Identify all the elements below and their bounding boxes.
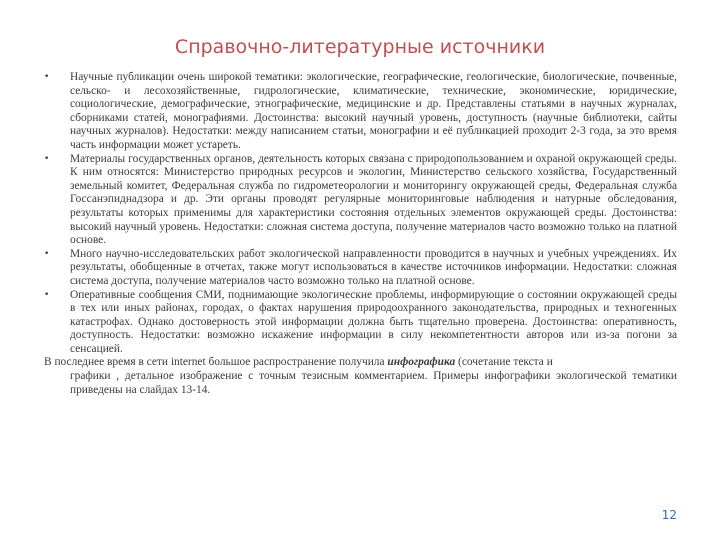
page-number: 12 bbox=[661, 508, 677, 522]
bullet-item-research-reports bbox=[44, 248, 677, 289]
infographics-term: инфографика bbox=[387, 356, 456, 369]
closing-lead: В последнее время в сети internet большое распространение получила bbox=[44, 356, 385, 369]
slide-title: Справочно-литературные источники bbox=[174, 36, 546, 58]
bullet-item-scientific-publications bbox=[44, 71, 677, 153]
bullet-icon: • bbox=[44, 248, 50, 259]
bullet-icon: • bbox=[44, 72, 50, 82]
bullet-text: Научные публикации очень широкой тематики: экологические, географические, геологические, биологические, почвенные, сельско- и лесохозяйственные, гидрологические, климатические, технические, экономические, юридические, социологические, демографические, этнографические, медицинские и др. Представлены статьями в научных журналах, сборниками статей, монографиями. Достоинства: высокий научный уровень, доступность (научные библиотеки, сайты научных журналов). Недостатки: между написанием статьи, монографии и её публикацией проходит 2-3 года, за это время часть информации может устареть. bbox=[70, 71, 677, 151]
bullet-item-media-reports bbox=[44, 289, 677, 357]
bullet-text: Много научно-исследовательских работ экологической направленности проводится в научных и учебных учреждениях. Их результаты, обобщенные в отчетах, также могут использоваться в качестве источников информации. Недостатки: сложная система доступа, получение материалов часто возможно только на платной основе. bbox=[70, 247, 677, 287]
slide-body bbox=[44, 71, 677, 397]
closing-paragraph bbox=[44, 356, 677, 397]
bullet-icon: • bbox=[44, 153, 50, 164]
closing-after-term: (сочетание текста и bbox=[458, 356, 553, 369]
bullet-text: Материалы государственных органов, деятельность которых связана с природопользованием и охраной окружающей среды. К ним относятся: Министерство природных ресурсов и экологии, Министерство сельского хозяйства, Государственный земельный комитет, Федеральная служба по гидрометеорологии и мониторингу окружающей среды, Федеральная служба Госсанэпиднадзора и др. Эти органы проводят регулярные мониторинговые наблюдения и натурные обследования, результаты которых применимы для характеристики состояния отдельных элементов окружающей среды. Достоинства: высокий научный уровень. Недостатки: сложная система доступа, получение материалов часто возможно только на платной основе. bbox=[70, 152, 677, 247]
closing-continuation: графики , детальное изображение с точным тезисным комментарием. Примеры инфографики экологической тематики приведены на слайдах 13-14. bbox=[70, 370, 677, 396]
bullet-text: Оперативные сообщения СМИ, поднимающие экологические проблемы, информирующие о состоянии окружающей среды в тех или иных районах, городах, о фактах нарушения природоохранного законодательства, природных и техногенных катастрофах. Однако достоверность этой информации должна быть тщательно проверена. Достоинства: оперативность, доступность. Недостатки: возможно искажение информации в силу некомпетентности авторов или из-за погони за сенсацией. bbox=[70, 288, 677, 355]
bullet-item-government-materials bbox=[44, 153, 677, 248]
bullet-icon: • bbox=[44, 289, 50, 300]
